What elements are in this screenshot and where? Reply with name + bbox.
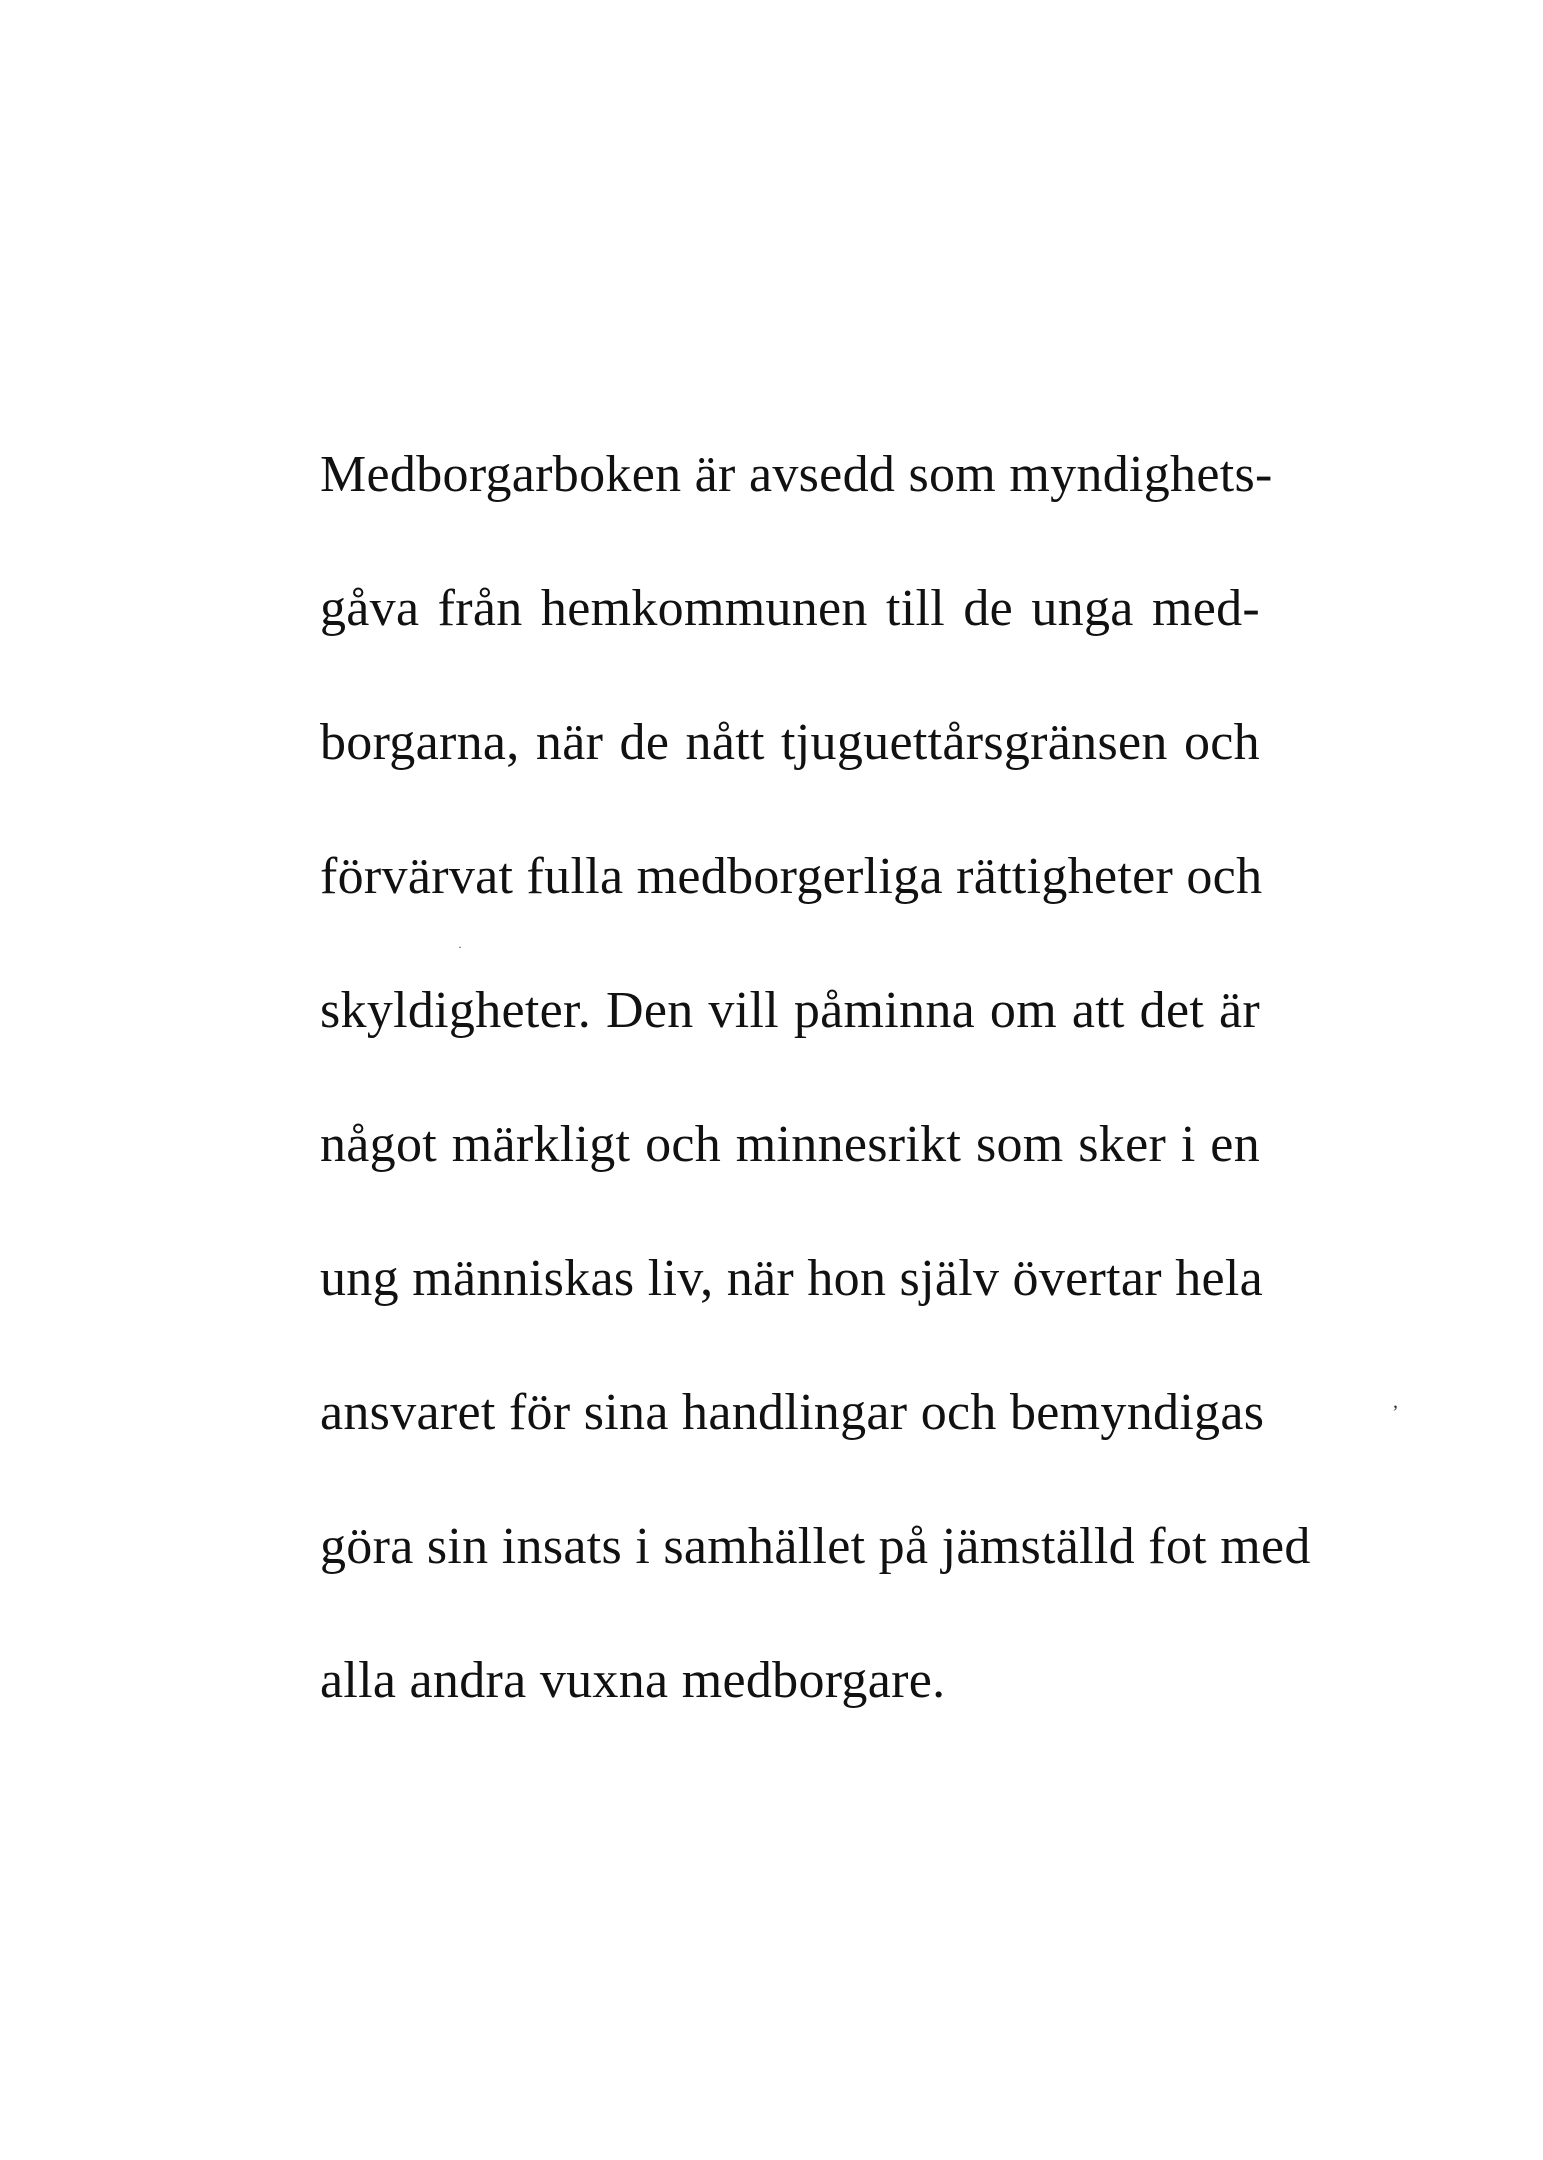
- paragraph-line-1: Medborgarboken är avsedd som myndighets-: [320, 446, 1273, 503]
- paragraph-line-5: skyldigheter. Den vill påminna om att det är: [320, 982, 1260, 1039]
- paragraph-line-8: ansvaret för sina handlingar och bemyndigas: [320, 1384, 1265, 1441]
- paragraph-line-7: ung människas liv, när hon själv övertar hela: [320, 1250, 1263, 1307]
- print-speck-mark: ·: [458, 940, 462, 954]
- paragraph-line-3: borgarna, när de nått tjuguettårsgränsen och: [320, 714, 1260, 771]
- paragraph-line-2: gåva från hemkommunen till de unga med-: [320, 580, 1260, 637]
- paragraph-line-10: alla andra vuxna medborgare.: [320, 1652, 946, 1709]
- paragraph-line-6: något märkligt och minnesrikt som sker i en: [320, 1116, 1260, 1173]
- print-speck-mark: ʼ: [1392, 1402, 1399, 1424]
- body-paragraph: [320, 445, 1311, 1785]
- paragraph-line-4: förvärvat fulla medborgerliga rättigheter och: [320, 848, 1263, 905]
- paragraph-line-9: göra sin insats i samhället på jämställd fot med: [320, 1518, 1311, 1575]
